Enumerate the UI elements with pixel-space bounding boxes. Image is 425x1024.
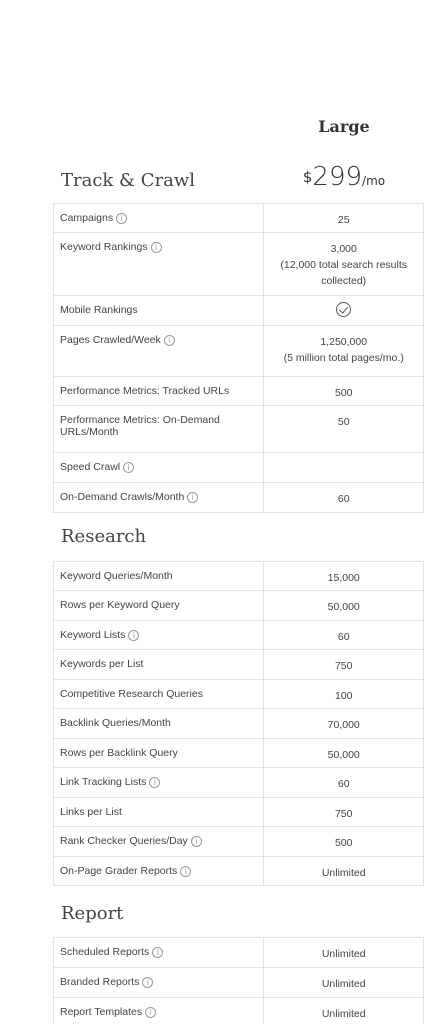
value-cell: [264, 591, 424, 621]
table-row: [54, 562, 424, 591]
value-cell: [264, 768, 424, 798]
feature-cell-links-per-list: [54, 798, 264, 827]
feature-cell-campaigns: [54, 204, 264, 233]
feature-cell-backlink-queries-month: [54, 709, 264, 739]
value-cell: [264, 233, 424, 296]
table-row: [54, 296, 424, 326]
info-icon[interactable]: i: [128, 630, 139, 641]
value-text: Unlimited: [321, 978, 366, 990]
feature-cell-branded-reports: [54, 968, 264, 998]
feature-label: Scheduled Reports: [60, 946, 150, 958]
info-icon[interactable]: i: [116, 213, 127, 224]
feature-cell-pages-crawled-week: [54, 326, 264, 377]
feature-label: Rank Checker Queries/Day: [60, 835, 188, 847]
feature-label: Keyword Rankings: [60, 241, 148, 253]
price-period: /mo: [362, 174, 386, 188]
feature-label: Report Templates: [60, 1006, 143, 1018]
value-cell: [264, 562, 424, 591]
feature-label: Campaigns: [60, 212, 114, 224]
feature-label: Rows per Backlink Query: [60, 747, 178, 759]
value-text: 100: [334, 690, 353, 702]
value-cell: [264, 968, 424, 998]
table-row: [54, 204, 424, 233]
feature-label: Competitive Research Queries: [60, 688, 203, 700]
table-row: [54, 406, 424, 453]
feature-cell-scheduled-reports: [54, 938, 264, 968]
feature-cell-rows-per-keyword-query: [54, 591, 264, 621]
info-icon[interactable]: i: [180, 866, 191, 877]
value-cell: [264, 798, 424, 827]
feature-cell-competitive-research-queries: [54, 680, 264, 709]
feature-cell-keyword-lists: [54, 621, 264, 650]
info-icon[interactable]: i: [152, 947, 163, 958]
value-text: 70,000: [327, 719, 360, 731]
value-cell: [264, 739, 424, 768]
value-text: 60: [337, 778, 350, 790]
feature-label: Links per List: [60, 806, 122, 818]
info-icon[interactable]: i: [149, 777, 160, 788]
feature-label: Speed Crawl: [60, 461, 121, 473]
table-row: [54, 768, 424, 798]
feature-cell-keyword-queries-month: [54, 562, 264, 591]
table-row: [54, 377, 424, 406]
value-text: 500: [334, 837, 353, 849]
value-text: 60: [337, 493, 350, 505]
info-icon[interactable]: i: [187, 492, 198, 503]
feature-cell-rank-checker-queries-day: [54, 827, 264, 857]
table-row: [54, 326, 424, 377]
table-row: [54, 680, 424, 709]
info-icon[interactable]: i: [191, 836, 202, 847]
value-text: 25: [337, 214, 350, 226]
value-cell: [264, 998, 424, 1024]
value-cell: [264, 827, 424, 857]
section-title-research: Research: [61, 526, 147, 547]
feature-cell-link-tracking-lists: [54, 768, 264, 798]
feature-label: Branded Reports: [60, 976, 140, 988]
table-row: [54, 233, 424, 296]
value-text: 3,000: [330, 243, 357, 255]
research-table: [53, 561, 424, 886]
plan-name: Large: [318, 117, 370, 136]
value-cell: [264, 483, 424, 513]
value-text: 750: [334, 808, 353, 820]
value-text: 50,000: [327, 601, 360, 613]
feature-cell-performance-metrics-tracked-urls: [54, 377, 264, 406]
feature-cell-mobile-rankings: [54, 296, 264, 326]
value-text: 50: [337, 416, 350, 428]
value-cell: [264, 650, 424, 680]
value-text: 60: [337, 631, 350, 643]
table-row: [54, 827, 424, 857]
section-title-report: Report: [61, 903, 124, 924]
section-title-track-crawl: Track & Crawl: [61, 170, 196, 191]
value-cell: [264, 296, 424, 326]
feature-label: Keywords per List: [60, 658, 144, 670]
track-crawl-table: [53, 203, 424, 513]
price-amount: 299: [312, 162, 363, 192]
feature-cell-on-demand-crawls-month: [54, 483, 264, 513]
feature-label: Link Tracking Lists: [60, 776, 147, 788]
table-row: [54, 798, 424, 827]
table-row: [54, 968, 424, 998]
value-note: (12,000 total search results collected): [280, 259, 408, 287]
feature-cell-rows-per-backlink-query: [54, 739, 264, 768]
feature-label: Mobile Rankings: [60, 304, 138, 316]
value-cell: [264, 857, 424, 886]
value-text: 15,000: [327, 572, 360, 584]
value-cell: [264, 377, 424, 406]
value-cell: [264, 621, 424, 650]
table-row: [54, 938, 424, 968]
feature-cell-speed-crawl: [54, 453, 264, 483]
info-icon[interactable]: i: [142, 977, 153, 988]
feature-cell-performance-metrics-on-demand-urls-month: [54, 406, 264, 453]
feature-cell-on-page-grader-reports: [54, 857, 264, 886]
info-icon[interactable]: i: [145, 1007, 156, 1018]
table-row: [54, 483, 424, 513]
feature-label: On-Demand Crawls/Month: [60, 491, 185, 503]
table-row: [54, 857, 424, 886]
value-text: Unlimited: [321, 867, 366, 879]
feature-label: Keyword Lists: [60, 629, 126, 641]
plan-price: [264, 162, 424, 192]
value-cell: [264, 680, 424, 709]
table-row: [54, 739, 424, 768]
feature-label: Performance Metrics: On-Demand URLs/Month: [60, 414, 220, 438]
value-text: 500: [334, 387, 353, 399]
table-row: [54, 650, 424, 680]
feature-cell-keywords-per-list: [54, 650, 264, 680]
price-currency: $: [302, 168, 313, 186]
value-text: 1,250,000: [320, 336, 368, 348]
value-cell: [264, 453, 424, 483]
feature-label: Backlink Queries/Month: [60, 717, 171, 729]
value-text: 750: [334, 660, 353, 672]
feature-label: Pages Crawled/Week: [60, 334, 161, 346]
value-cell: [264, 204, 424, 233]
table-row: [54, 453, 424, 483]
feature-label: On-Page Grader Reports: [60, 865, 178, 877]
value-cell: [264, 406, 424, 453]
info-icon[interactable]: i: [151, 242, 162, 253]
value-text: Unlimited: [321, 1008, 366, 1020]
feature-label: Rows per Keyword Query: [60, 599, 180, 611]
value-text: 50,000: [327, 749, 360, 761]
value-cell: [264, 709, 424, 739]
info-icon[interactable]: i: [164, 335, 175, 346]
value-cell: [264, 938, 424, 968]
feature-label: Performance Metrics: Tracked URLs: [60, 385, 230, 397]
info-icon[interactable]: i: [123, 462, 134, 473]
value-note: (5 million total pages/mo.): [283, 352, 404, 364]
feature-cell-report-templates: [54, 998, 264, 1024]
table-row: [54, 998, 424, 1024]
check-circle-icon: [336, 302, 351, 317]
value-cell: [264, 326, 424, 377]
feature-label: Keyword Queries/Month: [60, 570, 173, 582]
value-text: Unlimited: [321, 948, 366, 960]
table-row: [54, 591, 424, 621]
table-row: [54, 709, 424, 739]
report-table: [53, 937, 424, 1024]
table-row: [54, 621, 424, 650]
feature-cell-keyword-rankings: [54, 233, 264, 296]
